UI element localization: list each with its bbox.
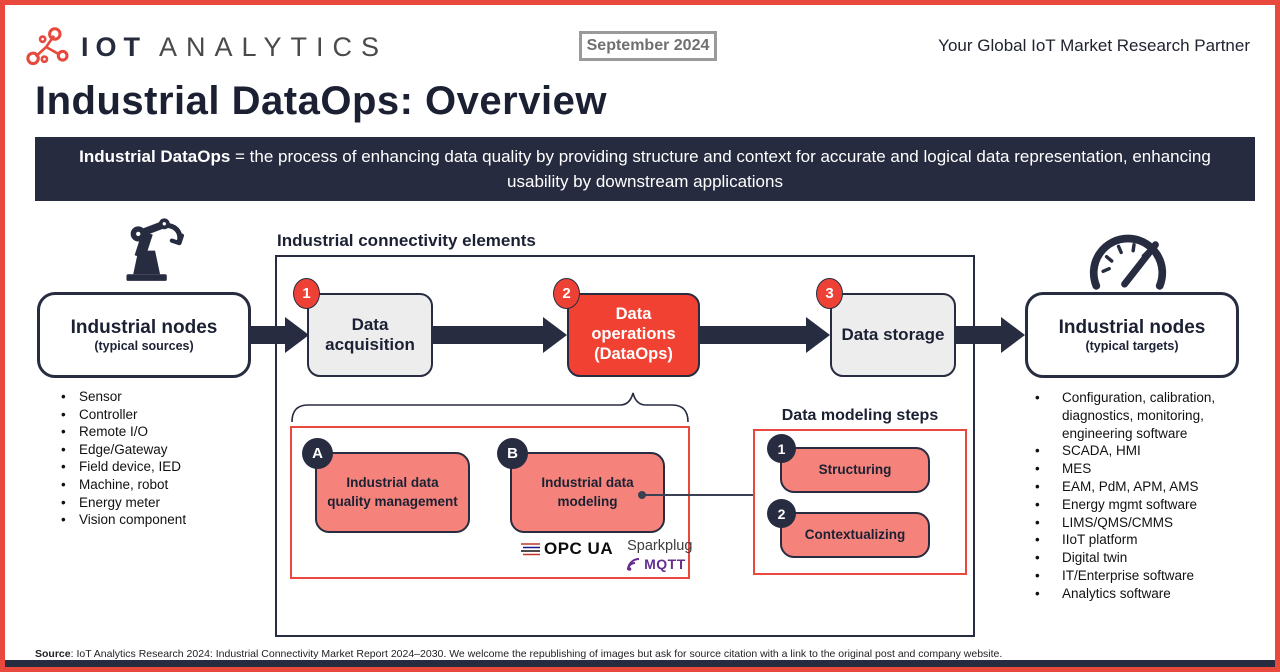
brand-logo xyxy=(25,27,388,67)
source-text: : IoT Analytics Research 2024: Industrial Connectivity Market Report 2024–2030. We welcome the republishing of images but ask for source citation with a link to the original post and company website. xyxy=(70,648,1003,660)
targets-node-title: Industrial nodes xyxy=(1058,317,1206,338)
definition-term: Industrial DataOps xyxy=(79,146,231,166)
sources-node-title: Industrial nodes xyxy=(70,317,218,338)
brace-icon xyxy=(290,389,690,425)
box-industrial-data-quality: Industrial data quality management xyxy=(315,452,470,533)
flow-arrowhead xyxy=(806,317,830,353)
connectivity-label: Industrial connectivity elements xyxy=(277,231,536,250)
list-item: • Edge/Gateway xyxy=(61,441,168,457)
flow-arrowhead xyxy=(285,317,309,353)
list-item: • Energy meter xyxy=(61,494,161,510)
sparkplug-text: Sparkplug xyxy=(627,538,693,554)
list-item: • Configuration, calibration, diagnostics, monitoring, engineering software xyxy=(1035,390,1216,441)
targets-node-subtitle: (typical targets) xyxy=(1085,339,1179,353)
sources-node-subtitle: (typical sources) xyxy=(94,339,194,353)
brand-iot-text: IOT xyxy=(81,31,147,62)
flow-arrow xyxy=(956,326,1002,344)
definition-body: = the process of enhancing data quality by providing structure and context for accurate and logical data representation, enhancing usability by downstream applications xyxy=(230,146,1211,191)
flow-arrow xyxy=(433,326,545,344)
list-item: • Vision component xyxy=(61,512,187,528)
flow-box-data-acquisition: Data acquisition xyxy=(307,293,433,377)
letter-badge: A xyxy=(302,438,333,469)
list-item: • Controller xyxy=(61,406,138,422)
opcua-text: OPC UA xyxy=(544,539,614,558)
flow-box-data-storage: Data storage xyxy=(830,293,956,377)
network-icon xyxy=(25,27,69,67)
sources-node-box xyxy=(37,292,251,378)
mqtt-text: MQTT xyxy=(644,555,686,572)
list-item: • MES xyxy=(1035,461,1092,477)
modeling-steps-title: Data modeling steps xyxy=(781,407,939,424)
source-label: Source xyxy=(35,648,71,660)
flow-arrowhead xyxy=(1001,317,1025,353)
tagline: Your Global IoT Market Research Partner xyxy=(938,36,1250,55)
targets-list xyxy=(1035,389,1245,603)
list-item: • IIoT platform xyxy=(1035,532,1138,548)
protocol-logos xyxy=(520,539,692,572)
list-item: • Analytics software xyxy=(1035,585,1171,601)
list-item: • Energy mgmt software xyxy=(1035,496,1198,512)
list-item: • Remote I/O xyxy=(61,424,149,440)
step-badge: 3 xyxy=(816,278,843,309)
step-badge: 1 xyxy=(293,278,320,309)
box-contextualizing: Contextualizing xyxy=(780,512,930,558)
list-item: • IT/Enterprise software xyxy=(1035,567,1195,583)
source-note xyxy=(35,648,1002,660)
date-badge: September 2024 xyxy=(579,31,717,61)
list-item: • SCADA, HMI xyxy=(1035,443,1141,459)
brand-analytics-text: ANALYTICS xyxy=(159,31,389,62)
step-badge: 2 xyxy=(553,278,580,309)
connector-line xyxy=(643,494,765,496)
flow-arrow xyxy=(251,326,285,344)
number-badge: 1 xyxy=(767,434,796,463)
robot-arm-icon xyxy=(108,215,192,283)
definition-banner xyxy=(35,137,1255,201)
list-item: • Field device, IED xyxy=(61,459,182,475)
list-item: • Machine, robot xyxy=(61,476,169,492)
definition-text xyxy=(69,144,1221,195)
targets-node-box xyxy=(1025,292,1239,378)
number-badge: 2 xyxy=(767,499,796,528)
flow-arrowhead xyxy=(543,317,567,353)
sources-list xyxy=(61,388,261,529)
list-item: • EAM, PdM, APM, AMS xyxy=(1035,478,1199,494)
box-industrial-data-modeling: Industrial data modeling xyxy=(510,452,665,533)
footer-bar xyxy=(5,660,1275,667)
opcua-lines-icon xyxy=(520,541,542,557)
flow-box-data-operations: Data operations (DataOps) xyxy=(567,293,700,377)
sparkplug-mqtt-logo xyxy=(627,539,692,572)
box-structuring: Structuring xyxy=(780,447,930,493)
list-item: • Sensor xyxy=(61,389,122,404)
page-title: Industrial DataOps: Overview xyxy=(35,79,607,123)
gauge-icon xyxy=(1085,231,1171,291)
list-item: • LIMS/QMS/CMMS xyxy=(1035,514,1174,530)
wifi-icon xyxy=(627,558,641,571)
letter-badge: B xyxy=(497,438,528,469)
list-item: • Digital twin xyxy=(1035,550,1128,566)
opcua-logo xyxy=(520,539,613,559)
flow-arrow xyxy=(700,326,807,344)
